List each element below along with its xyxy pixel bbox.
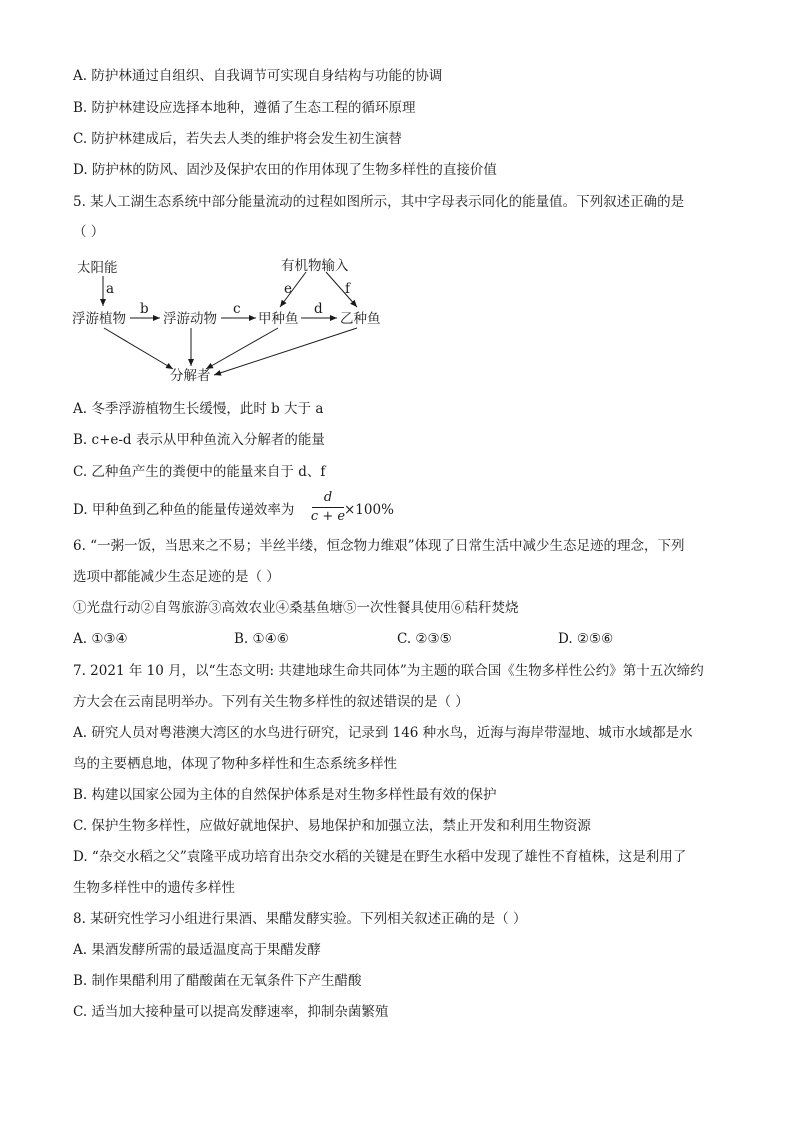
node-sun: 太阳能 xyxy=(77,260,118,276)
q6-option-a: A. ①③④ xyxy=(73,631,128,647)
arrow-phytoplankton-to-decomposer xyxy=(104,328,173,369)
arrow-fish-b-to-decomposer xyxy=(214,328,357,375)
q5-option-c: C. 乙种鱼产生的粪便中的能量来自于 d、f xyxy=(73,464,326,480)
q8-option-c: C. 适当加大接种量可以提高发酵速率，抑制杂菌繁殖 xyxy=(73,1004,389,1020)
arrow-fish-a-to-decomposer xyxy=(206,328,278,369)
q7-option-a-line-2: 鸟的主要栖息地，体现了物种多样性和生态系统多样性 xyxy=(73,756,397,772)
q8-option-b: B. 制作果醋利用了醋酸菌在无氧条件下产生醋酸 xyxy=(73,973,362,989)
fraction-percent: ×100% xyxy=(344,502,394,518)
node-phytoplankton: 浮游植物 xyxy=(72,311,126,327)
arrow-organic-to-fish-b xyxy=(326,272,357,307)
fraction-bar xyxy=(312,507,344,508)
label-b: b xyxy=(140,301,149,317)
q7-option-c: C. 保护生物多样性，应做好就地保护、易地保护和加强立法，禁止开发和利用生物资源 xyxy=(73,818,591,834)
q7-stem-line-2: 方大会在云南昆明举办。下列有关生物多样性的叙述错误的是（ ） xyxy=(73,694,469,710)
node-organic-input: 有机物输入 xyxy=(281,258,349,274)
q6-option-b: B. ①④⑥ xyxy=(234,631,289,647)
node-decomposer: 分解者 xyxy=(170,368,211,384)
q4-option-c: C. 防护林建成后，若失去人类的维护将会发生初生演替 xyxy=(73,131,402,147)
q5-stem-line-1: 5. 某人工湖生态系统中部分能量流动的过程如图所示，其中字母表示同化的能量值。下列叙述正确的是 xyxy=(73,194,685,210)
q5-option-a: A. 冬季浮游植物生长缓慢，此时 b 大于 a xyxy=(73,401,324,417)
q5-option-b: B. c+e-d 表示从甲种鱼流入分解者的能量 xyxy=(73,432,325,448)
label-a: a xyxy=(106,281,115,297)
node-fish-a: 甲种鱼 xyxy=(258,311,299,327)
q6-stem-line-2: 选项中都能减少生态足迹的是（ ） xyxy=(73,569,280,585)
label-f: f xyxy=(345,281,350,297)
q6-option-c: C. ②③⑤ xyxy=(397,631,452,647)
q7-stem-line-1: 7. 2021 年 10 月，以“生态文明: 共建地球生命共同体”为主题的联合国《生物多样性公约》第十五次缔约 xyxy=(73,663,704,679)
q4-option-a: A. 防护林通过自组织、自我调节可实现自身结构与功能的协调 xyxy=(73,68,443,84)
q4-option-b: B. 防护林建设应选择本地种，遵循了生态工程的循环原理 xyxy=(73,100,416,116)
efficiency-fraction xyxy=(310,490,346,525)
label-e: e xyxy=(284,281,292,297)
q6-items: ①光盘行动②自驾旅游③高效农业④桑基鱼塘⑤一次性餐具使用⑥秸秆焚烧 xyxy=(73,600,519,616)
fraction-denominator: c + e xyxy=(310,509,346,524)
energy-flow-diagram xyxy=(0,0,794,400)
node-fish-b: 乙种鱼 xyxy=(340,311,381,327)
q7-option-b: B. 构建以国家公园为主体的自然保护体系是对生物多样性最有效的保护 xyxy=(73,787,497,803)
node-zooplankton: 浮游动物 xyxy=(163,311,217,327)
q5-option-d: D. 甲种鱼到乙种鱼的能量传递效率为 xyxy=(73,502,295,518)
q7-option-d-line-2: 生物多样性中的遗传多样性 xyxy=(73,880,235,896)
q7-option-d-line-1: D. “杂交水稻之父”袁隆平成功培育出杂交水稻的关键是在野生水稻中发现了雄性不育植株，这是利用了 xyxy=(73,849,687,865)
q7-option-a-line-1: A. 研究人员对粤港澳大湾区的水鸟进行研究，记录到 146 种水鸟，近海与海岸带湿地、城市水域都是水 xyxy=(73,725,693,741)
q6-stem-line-1: 6. “一粥一饭，当思来之不易；半丝半缕，恒念物力维艰”体现了日常生活中减少生态足迹的理念，下列 xyxy=(73,538,685,554)
label-c: c xyxy=(233,301,241,317)
label-d: d xyxy=(314,301,323,317)
q8-stem: 8. 某研究性学习小组进行果酒、果醋发酵实验。下列相关叙述正确的是（ ） xyxy=(73,911,527,927)
q5-stem-line-2: （ ） xyxy=(73,224,105,240)
q6-option-d: D. ②⑤⑥ xyxy=(558,631,614,647)
q8-option-a: A. 果酒发酵所需的最适温度高于果醋发酵 xyxy=(73,942,321,958)
fraction-numerator: d xyxy=(323,490,333,505)
q4-option-d: D. 防护林的防风、固沙及保护农田的作用体现了生物多样性的直接价值 xyxy=(73,162,497,178)
